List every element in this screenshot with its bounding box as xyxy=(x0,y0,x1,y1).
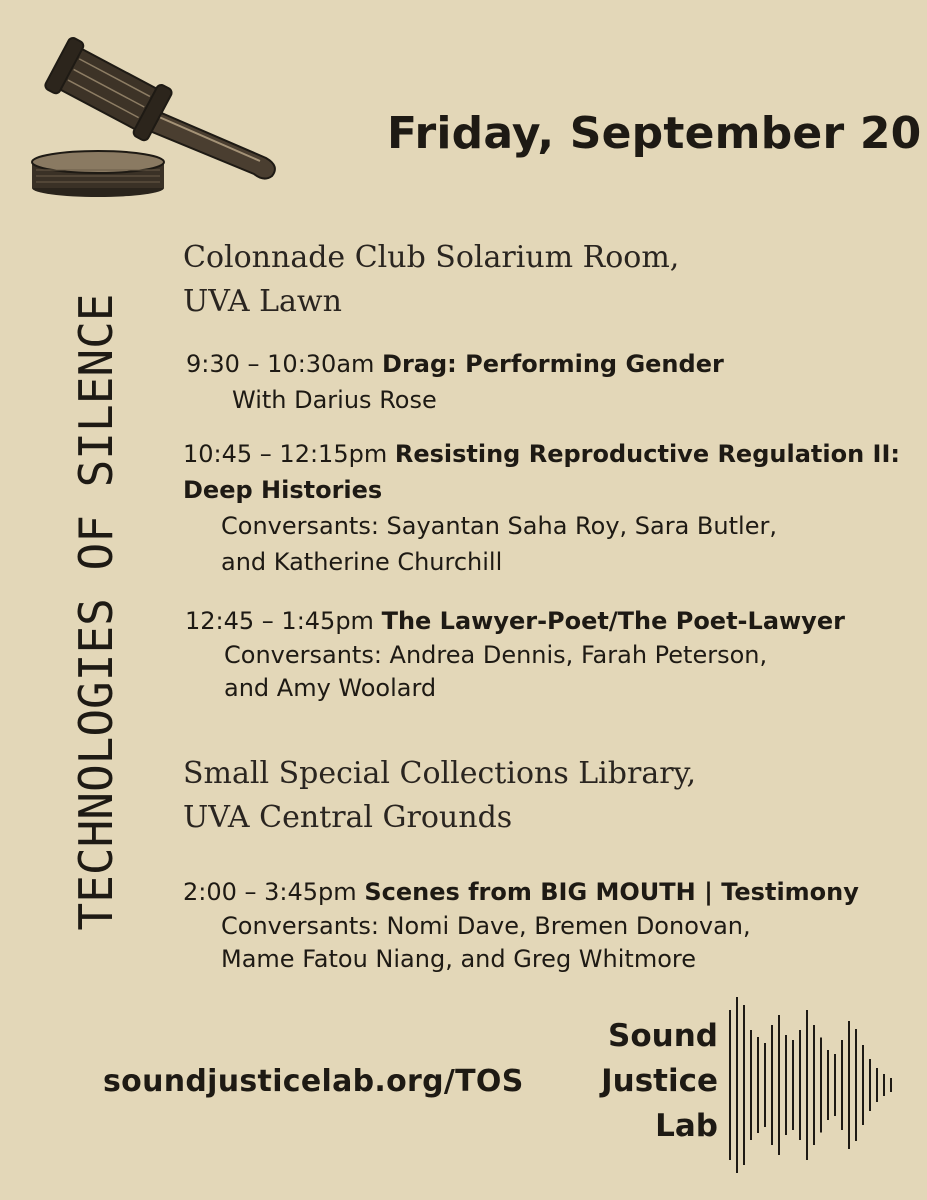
venue-location: UVA Lawn xyxy=(183,284,342,319)
sound-wave-icon xyxy=(726,995,896,1175)
session-name: Resisting Reproductive Regulation II: xyxy=(394,440,900,468)
session-time: 12:45 – 1:45pm xyxy=(185,607,374,635)
session-time: 10:45 – 12:15pm xyxy=(183,440,388,468)
event-title: TECHNOLOGIES OF SILENCE xyxy=(69,293,123,931)
session-people-continued: and Amy Woolard xyxy=(224,674,437,702)
session-name: Scenes from BIG MOUTH | Testimony xyxy=(364,878,859,906)
website-link[interactable]: soundjusticelab.org/TOS xyxy=(103,1064,524,1099)
venue-name: Small Special Collections Library, xyxy=(183,756,697,791)
session-people: Conversants: Sayantan Saha Roy, Sara Butler, xyxy=(221,512,777,540)
logo-line: Justice xyxy=(601,1063,718,1099)
logo-line: Sound xyxy=(608,1018,718,1054)
session-name: Drag: Performing Gender xyxy=(382,350,724,378)
venue-heading xyxy=(183,752,696,840)
session-name: The Lawyer-Poet/The Poet-Lawyer xyxy=(381,607,845,635)
session-item xyxy=(186,346,724,418)
session-people-continued: and Katherine Churchill xyxy=(221,548,503,576)
logo-line: Lab xyxy=(655,1108,718,1144)
lab-logo-text xyxy=(601,1014,718,1149)
session-item xyxy=(183,436,900,580)
gavel-icon xyxy=(28,30,283,200)
venue-heading xyxy=(183,236,679,324)
session-people: Conversants: Nomi Dave, Bremen Donovan, xyxy=(221,912,751,940)
venue-name: Colonnade Club Solarium Room, xyxy=(183,240,680,275)
session-people-continued: Mame Fatou Niang, and Greg Whitmore xyxy=(221,945,696,973)
session-people: Conversants: Andrea Dennis, Farah Peterson, xyxy=(224,641,768,669)
session-time: 2:00 – 3:45pm xyxy=(183,878,357,906)
session-people: With Darius Rose xyxy=(232,386,437,414)
session-name-continued: Deep Histories xyxy=(183,476,383,504)
session-item xyxy=(185,603,845,705)
session-time: 9:30 – 10:30am xyxy=(186,350,375,378)
event-date: Friday, September 20 xyxy=(387,108,922,159)
venue-location: UVA Central Grounds xyxy=(183,800,513,835)
session-item xyxy=(183,874,859,976)
